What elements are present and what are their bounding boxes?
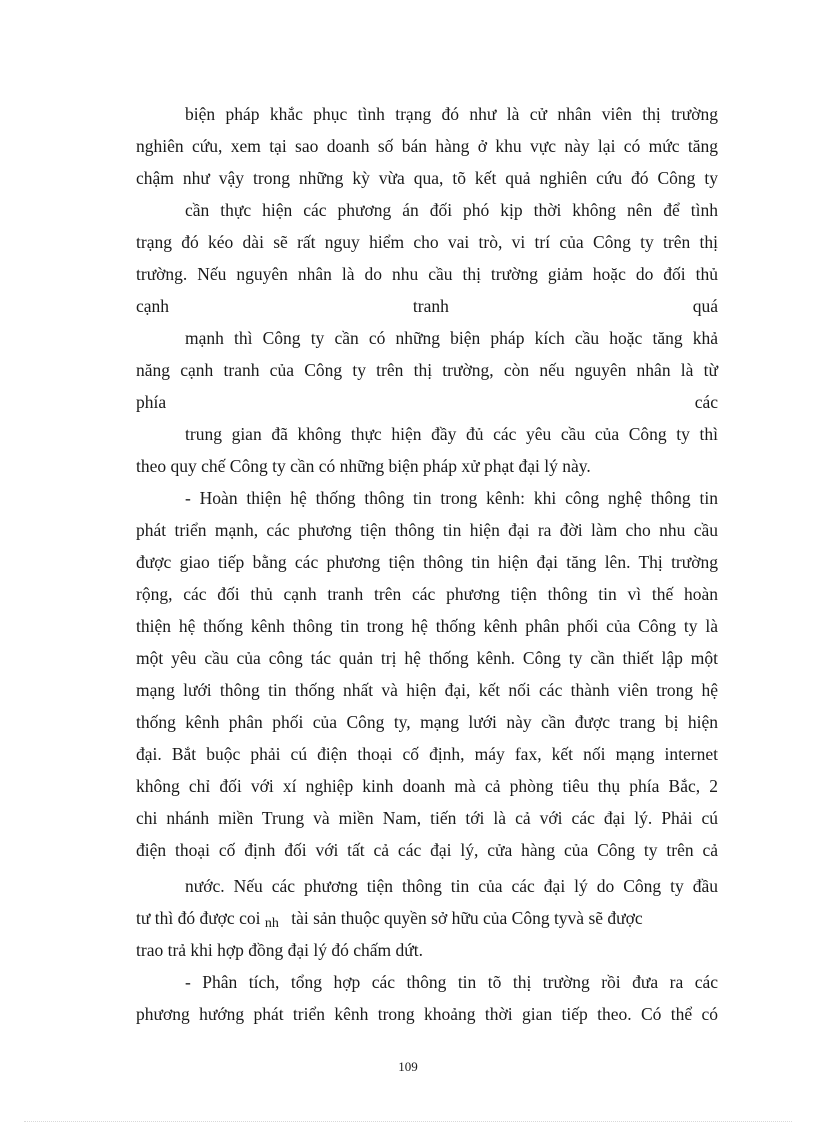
text-line: điện thoại cố định đối với tất cả các đại lý, cửa hàng của Công ty trên cả	[136, 840, 718, 860]
text-line: một yêu cầu của công tác quản trị hệ thống kênh. Công ty cần thiết lập một	[136, 648, 718, 668]
page-bottom-divider	[24, 1121, 792, 1122]
text-line: được giao tiếp bằng các phương tiện thông tin hiện đại tăng lên. Thị trường	[136, 552, 718, 572]
text-line: mạng lưới thông tin thống nhất và hiện đại, kết nối các thành viên trong hệ	[136, 680, 718, 700]
text-fragment-small: nh	[264, 916, 279, 931]
text-line: trạng đó kéo dài sẽ rất nguy hiểm cho vai trò, vi trí của Công ty trên thị	[136, 232, 718, 252]
text-line: trường. Nếu nguyên nhân là do nhu cầu thị trường giảm hoặc do đối thủ	[136, 264, 718, 284]
text-line: cần thực hiện các phương án đối phó kịp thời không nên để tình	[185, 200, 718, 220]
text-line: theo quy chế Công ty cần có những biện pháp xử phạt đại lý này.	[136, 456, 591, 476]
text-fragment: tài sản thuộc quyền sở hữu của Công tyvà sẽ được	[291, 908, 643, 928]
text-line: phát triển mạnh, các phương tiện thông tin hiện đại ra đời làm cho nhu cầu	[136, 520, 718, 540]
text-line: - Phân tích, tổng hợp các thông tin tõ thị trường rồi đưa ra các	[185, 972, 718, 992]
text-line: chậm như vậy trong những kỳ vừa qua, tõ kết quả nghiên cứu đó Công ty	[136, 168, 718, 188]
text-line: đại. Bắt buộc phải cú điện thoại cố định, máy fax, kết nối mạng internet	[136, 744, 718, 764]
text-line: phía các	[136, 392, 718, 412]
text-line: cạnh tranh quá	[136, 296, 718, 316]
text-line: nghiên cứu, xem tại sao doanh số bán hàng ở khu vực này lại có mức tăng	[136, 136, 718, 156]
text-line: thống kênh phân phối của Công ty, mạng lưới này cần được trang bị hiện	[136, 712, 718, 732]
text-line: - Hoàn thiện hệ thống thông tin trong kênh: khi công nghệ thông tin	[185, 488, 718, 508]
text-line	[136, 905, 718, 931]
text-line: nước. Nếu các phương tiện thông tin của các đại lý do Công ty đầu	[185, 876, 718, 896]
text-line: biện pháp khắc phục tình trạng đó như là cử nhân viên thị trường	[185, 104, 718, 124]
text-fragment: tư thì đó được coi	[136, 908, 261, 928]
text-line: năng cạnh tranh của Công ty trên thị trường, còn nếu nguyên nhân là từ	[136, 360, 718, 380]
text-line: rộng, các đối thủ cạnh tranh trên các phương tiện thông tin vì thế hoàn	[136, 584, 718, 604]
text-line: trung gian đã không thực hiện đầy đủ các yêu cầu của Công ty thì	[185, 424, 718, 444]
text-line: chi nhánh miền Trung và miền Nam, tiến tới là cả với các đại lý. Phải cú	[136, 808, 718, 828]
text-line: không chỉ đối với xí nghiệp kinh doanh mà cả phòng tiêu thụ phía Bắc, 2	[136, 776, 718, 796]
text-line: mạnh thì Công ty cần có những biện pháp kích cầu hoặc tăng khả	[185, 328, 718, 348]
text-line: phương hướng phát triển kênh trong khoảng thời gian tiếp theo. Có thể có	[136, 1004, 718, 1024]
text-line: trao trả khi hợp đồng đại lý đó chấm dứt.	[136, 940, 424, 960]
page-number: 109	[398, 1059, 418, 1074]
text-line: thiện hệ thống kênh thông tin trong hệ thống kênh phân phối của Công ty là	[136, 616, 718, 636]
